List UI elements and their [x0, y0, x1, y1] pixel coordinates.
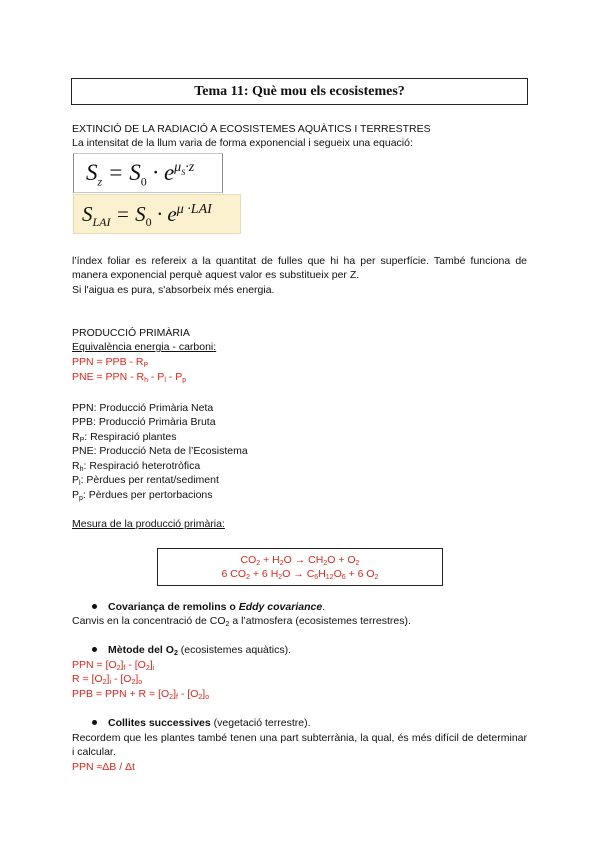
definition-item: PPN: Producció Primària Neta	[72, 402, 214, 414]
harvest-equation: PPN ≈ΔB / Δt	[72, 761, 135, 773]
page-title: Tema 11: Què mou els ecosistemes?	[71, 78, 528, 105]
definition-item: $P_p$: Pèrdues per pertorbacions	[72, 489, 213, 502]
equation-pne: PNE = PPN - $R_h - P_l - P_p$	[72, 371, 187, 384]
definition-item: $R_h$: Respiració heterotròfica	[72, 460, 201, 473]
definition-item: PPB: Producció Primària Bruta	[72, 416, 216, 428]
subheading-measurement: Mesura de la producció primària:	[72, 518, 225, 530]
definition-item: $P_l$: Pèrdues per rentat/sediment	[72, 474, 219, 487]
equation-light-extinction: $S_z = S_0 \cdot e^{\mu_S\cdot z}$	[73, 153, 223, 193]
definition-item: $R_P$: Respiració plantes	[72, 431, 177, 444]
bullet-icon	[92, 604, 100, 612]
bullet-icon	[92, 720, 100, 728]
equation-ppn: PPN = PPB - $R_P$	[72, 356, 149, 369]
oxygen-equation-r: $R = [O_2]_i - [O_2]_o$	[72, 673, 143, 686]
lai-explanation: l’índex foliar es refereix a la quantitat de fulles que hi ha per superfície. També funciona de manera exponencial perquè aquest valor es substitueix per Z.	[72, 255, 527, 281]
subheading-energy-carbon: Equivalència energia - carboni:	[72, 341, 217, 353]
oxygen-equation-ppb: PPB = PPN + $R = [O_2]_f - [O_2]_o$	[72, 688, 210, 701]
definition-item: PNE: Producció Neta de l’Ecosistema	[72, 445, 248, 457]
photosynthesis-reactions-box	[157, 548, 443, 586]
method-eddy-title: Covariança de remolins o Eddy covariance.	[108, 601, 326, 613]
method-harvest-title: Collites successives (vegetació terrestre).	[108, 717, 311, 729]
method-oxygen-title: Mètode del $O_2$ (ecosistemes aquàtics).	[108, 644, 292, 657]
oxygen-equation-ppn: PPN = $[O_2]_f - [O_2]_i$	[72, 659, 155, 672]
equation-lai-extinction: $S_{LAI} = S_0 \cdot e^{\mu \cdot LAI}$	[73, 194, 241, 234]
reaction-line: $CO_2 + H_2O \to CH_2O + O_2$	[240, 554, 360, 567]
section-heading-extinction: EXTINCIÓ DE LA RADIACIÓ A ECOSISTEMES AQUÀTICS I TERRESTRES	[72, 123, 431, 135]
method-eddy-desc: Canvis en la concentració de $CO_2$ a l’atmosfera (ecosistemes terrestres).	[72, 615, 411, 628]
reaction-line: 6 $CO_2 + 6$ $H_2O \to C_6H_{12}O_6 + 6$ $O_2$	[221, 568, 379, 581]
intro-text: La intensitat de la llum varia de forma exponencial i segueix una equació:	[72, 137, 413, 149]
water-note: Si l'aigua es pura, s'absorbeix més energia.	[72, 284, 275, 296]
method-harvest-desc: Recordem que les plantes també tenen una part subterrània, la qual, és més difícil de determinar i calcular.	[72, 732, 527, 758]
bullet-icon	[92, 647, 100, 655]
section-heading-primary-production: PRODUCCIÓ PRIMÀRIA	[72, 327, 190, 339]
